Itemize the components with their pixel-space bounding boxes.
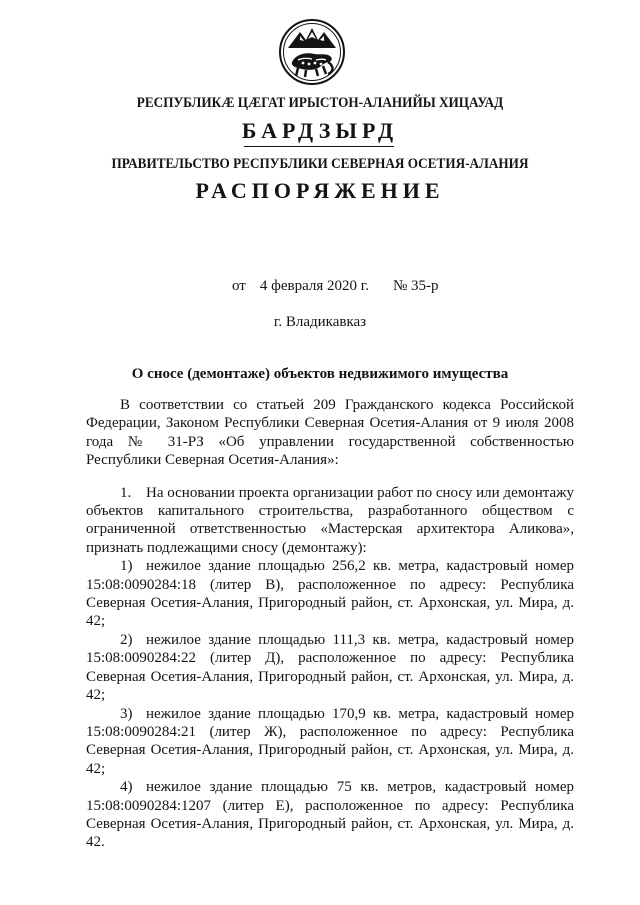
subitem-text: нежилое здание площадью 256,2 кв. метра, кадастровый номер 15:08:0090284:18 (литер В), расположенное по адресу: Республика Северная Осетия-Алания, Пригородный район, ст. Архонская, ул. Мира, д. 42; bbox=[86, 558, 574, 630]
document-number: № 35-р bbox=[392, 278, 439, 294]
subitem-text: нежилое здание площадью 75 кв. метров, кадастровый номер 15:08:0090284:1207 (литер Е), расположенное по адресу: Республика Северная Осетия-Алания, Пригородный район, ст. Архонская, ул. Мира, д. 42. bbox=[86, 779, 574, 851]
subitem-paragraph bbox=[86, 705, 574, 779]
subitem-paragraph bbox=[86, 778, 574, 852]
ossetian-document-type: БАРДЗЫРД bbox=[241, 118, 399, 143]
document-title: О сносе (демонтаже) объектов недвижимого имущества bbox=[131, 366, 509, 382]
subitem-text: нежилое здание площадью 111,3 кв. метра, кадастровый номер 15:08:0090284:22 (литер Д), расположенное по адресу: Республика Северная Осетия-Алания, Пригородный район, ст. Архонская, ул. Мира, д. 42; bbox=[86, 631, 574, 704]
subitem-paragraph bbox=[86, 631, 574, 705]
document-city: г. Владикавказ bbox=[273, 314, 367, 330]
item-1-text: На основании проекта организации работ по сносу или демонтажу объектов капитального строительства, разработанного обществом с ограниченной ответственностью «Мастерская архитектора Аликова», признать подлежащими сносу (демонтажу): bbox=[86, 484, 574, 556]
header-divider bbox=[244, 146, 394, 147]
subitem-paragraph bbox=[86, 557, 574, 631]
document-date: 4 февраля 2020 г. bbox=[259, 278, 369, 294]
item-1-paragraph bbox=[86, 484, 574, 558]
russian-authority-name: ПРАВИТЕЛЬСТВО РЕСПУБЛИКИ СЕВЕРНАЯ ОСЕТИЯ-АЛАНИЯ bbox=[111, 156, 529, 172]
document-body bbox=[86, 396, 574, 852]
subitem-number: 1) bbox=[120, 558, 133, 575]
item-1-number: 1. bbox=[120, 484, 132, 501]
dateline-prefix: от bbox=[232, 278, 246, 294]
subitem-number: 2) bbox=[120, 631, 133, 648]
ossetian-authority-name: РЕСПУБЛИКӔ ЦӔГАТ ИРЫСТОН-АЛАНИЙЫ ХИЦАУАД bbox=[136, 95, 504, 111]
republic-emblem-icon bbox=[278, 18, 346, 86]
intro-paragraph: В соответствии со статьей 209 Гражданского кодекса Российской Федерации, Законом Республики Северная Осетия-Алания от 9 июля 2008 года № 31-РЗ «Об управлении государственной собственностью Республики Северная Осетия-Алания»: bbox=[86, 397, 574, 469]
russian-document-type: РАСПОРЯЖЕНИЕ bbox=[195, 178, 445, 203]
document-dateline bbox=[232, 278, 439, 295]
subitem-text: нежилое здание площадью 170,9 кв. метра, кадастровый номер 15:08:0090284:21 (литер Ж), расположенное по адресу: Республика Северная Осетия-Алания, Пригородный район, ст. Архонская, ул. Мира, д. 42; bbox=[86, 705, 574, 777]
subitem-number: 3) bbox=[120, 705, 133, 722]
subitem-number: 4) bbox=[120, 779, 133, 796]
